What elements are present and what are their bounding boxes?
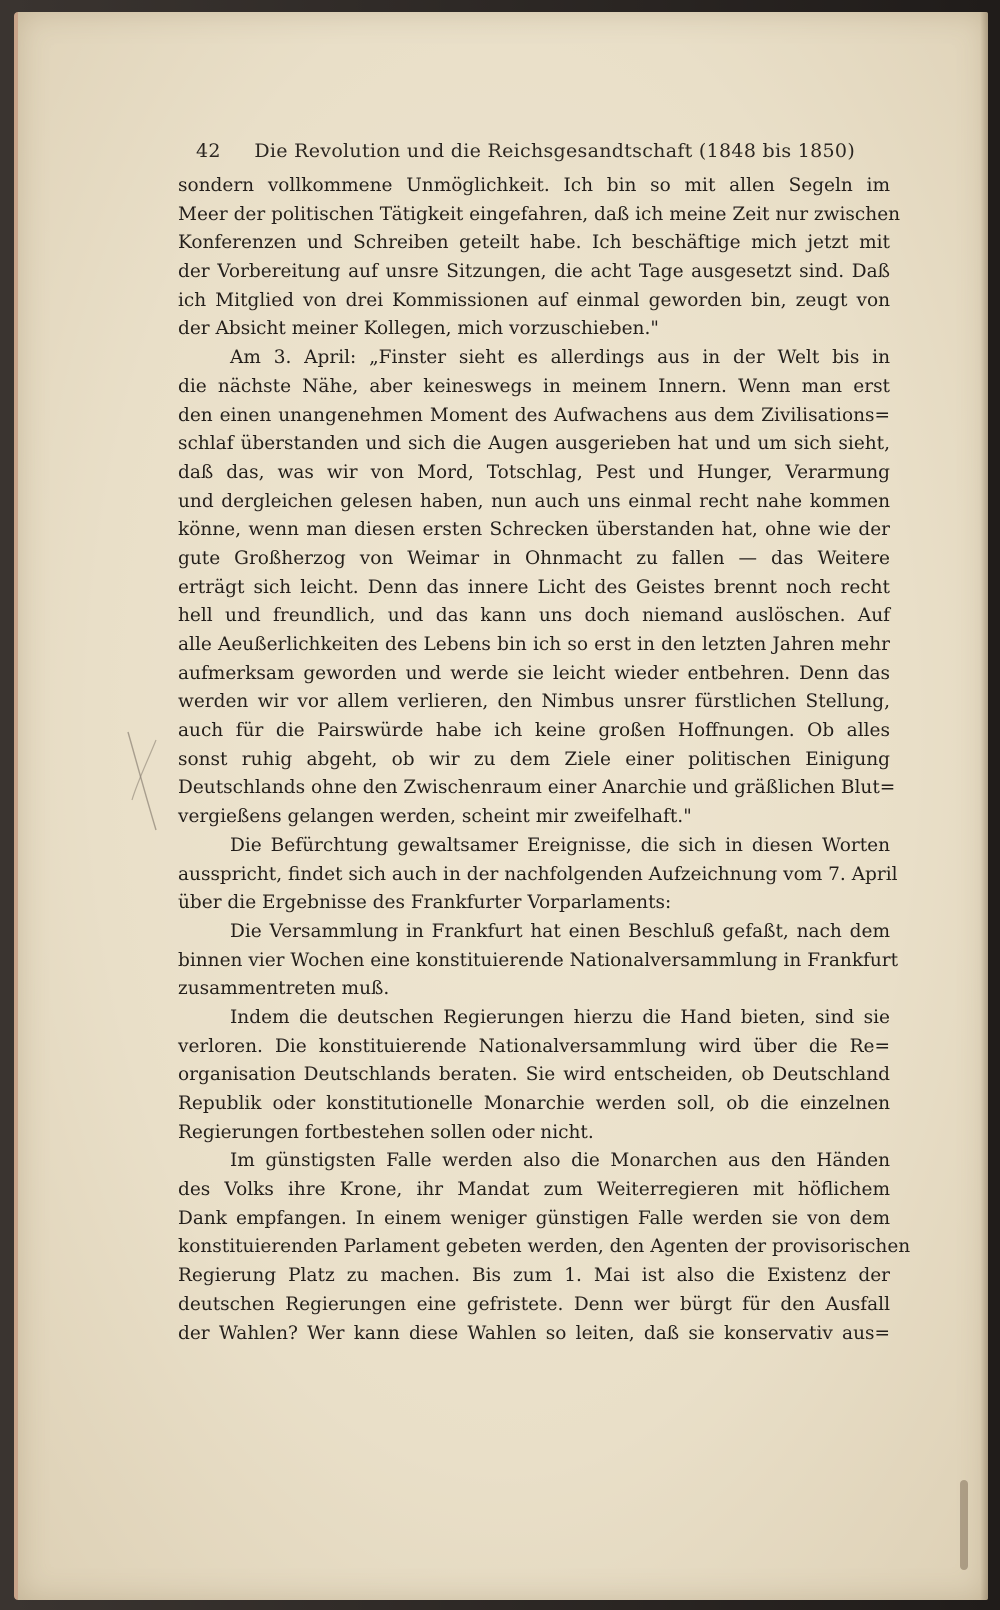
running-title: Die Revolution und die Reichsgesandtschaft (1848 bis 1850) <box>254 140 856 162</box>
text-line: Meer der politischen Tätigkeit eingefahren, daß ich meine Zeit nur zwischen <box>178 203 901 225</box>
text-line: ausspricht, findet sich auch in der nachfolgenden Aufzeichnung vom 7. April <box>178 863 898 885</box>
text-line: verloren. Die konstituierende Nationalversammlung wird über die Re= <box>178 1035 890 1057</box>
text-line: den einen unangenehmen Moment des Aufwachens aus dem Zivilisations= <box>178 404 890 426</box>
text-line: könne, wenn man diesen ersten Schrecken überstanden hat, ohne wie der <box>178 519 890 541</box>
text-line: der Wahlen? Wer kann diese Wahlen so leiten, daß sie konservativ aus= <box>178 1322 890 1344</box>
text-line: Konferenzen und Schreiben geteilt habe. Ich beschäftige mich jetzt mit <box>178 232 890 254</box>
text-line: Die Befürchtung gewaltsamer Ereignisse, die sich in diesen Worten <box>230 834 890 856</box>
text-line: alle Aeußerlichkeiten des Lebens bin ich so erst in den letzten Jahren mehr <box>178 634 890 655</box>
text-line: konstituierenden Parlament gebeten werden, den Agenten der provisorischen <box>178 1236 911 1258</box>
text-line: aufmerksam geworden und werde sie leicht wieder entbehren. Denn das <box>178 662 890 684</box>
running-head <box>196 140 896 170</box>
text-line: Indem die deutschen Regierungen hierzu die Hand bieten, sind sie <box>230 1006 890 1028</box>
text-line: organisation Deutschlands beraten. Sie wird entscheiden, ob Deutschland <box>178 1064 890 1086</box>
text-line: binnen vier Wochen eine konstituierende Nationalversammlung in Frankfurt <box>178 949 899 971</box>
text-line: der Vorbereitung auf unsre Sitzungen, die acht Tage ausgesetzt sind. Daß <box>178 261 890 283</box>
text-line: schlaf überstanden und sich die Augen ausgerieben hat und um sich sieht, <box>178 433 890 455</box>
text-line: sonst ruhig abgeht, ob wir zu dem Ziele einer politischen Einigung <box>178 748 890 770</box>
text-line: des Volks ihre Krone, ihr Mandat zum Weiterregieren mit höflichem <box>178 1179 890 1201</box>
text-line: Republik oder konstitutionelle Monarchie werden soll, ob die einzelnen <box>178 1093 890 1114</box>
page-number: 42 <box>196 140 221 162</box>
edge-smudge <box>960 1480 968 1570</box>
text-line: hell und freundlich, und das kann uns doch niemand auslöschen. Auf <box>178 605 890 627</box>
text-line: vergießens gelangen werden, scheint mir zweifelhaft." <box>178 806 692 828</box>
text-line: die nächste Nähe, aber keineswegs in meinem Innern. Wenn man erst <box>178 375 890 397</box>
text-line: sondern vollkommene Unmöglichkeit. Ich bin so mit allen Segeln im <box>178 175 890 196</box>
text-line: der Absicht meiner Kollegen, mich vorzuschieben." <box>178 318 659 340</box>
text-line: deutschen Regierungen eine gefristete. Denn wer bürgt für den Ausfall <box>178 1293 890 1315</box>
text-line: erträgt sich leicht. Denn das innere Licht des Geistes brennt noch recht <box>178 576 890 598</box>
text-line: Regierung Platz zu machen. Bis zum 1. Mai ist also die Existenz der <box>178 1265 890 1287</box>
body-text <box>178 172 911 1348</box>
text-line: Regierungen fortbestehen sollen oder nicht. <box>178 1121 594 1143</box>
text-line: Im günstigsten Falle werden also die Monarchen aus den Händen <box>230 1150 890 1172</box>
text-line: Dank empfangen. In einem weniger günstigen Falle werden sie von dem <box>178 1207 890 1229</box>
text-line: zusammentreten muß. <box>178 978 390 1000</box>
text-line: gute Großherzog von Weimar in Ohnmacht zu fallen — das Weitere <box>178 547 890 569</box>
text-line: Am 3. April: „Finster sieht es allerdings aus in der Welt bis in <box>230 347 890 369</box>
pencil-mark-icon <box>126 730 160 834</box>
text-line: Die Versammlung in Frankfurt hat einen Beschluß gefaßt, nach dem <box>230 920 890 942</box>
text-line: auch für die Pairswürde habe ich keine großen Hoffnungen. Ob alles <box>178 720 890 742</box>
text-line: daß das, was wir von Mord, Totschlag, Pest und Hunger, Verarmung <box>178 461 890 483</box>
text-line: über die Ergebnisse des Frankfurter Vorparlaments: <box>178 892 672 914</box>
text-line: und dergleichen gelesen haben, nun auch uns einmal recht nahe kommen <box>178 490 890 512</box>
text-line: ich Mitglied von drei Kommissionen auf einmal geworden bin, zeugt von <box>178 289 890 311</box>
page-edge-shadow <box>980 12 988 1600</box>
text-line: Deutschlands ohne den Zwischenraum einer Anarchie und gräßlichen Blut= <box>178 777 896 799</box>
text-line: werden wir vor allem verlieren, den Nimbus unsrer fürstlichen Stellung, <box>178 691 890 713</box>
